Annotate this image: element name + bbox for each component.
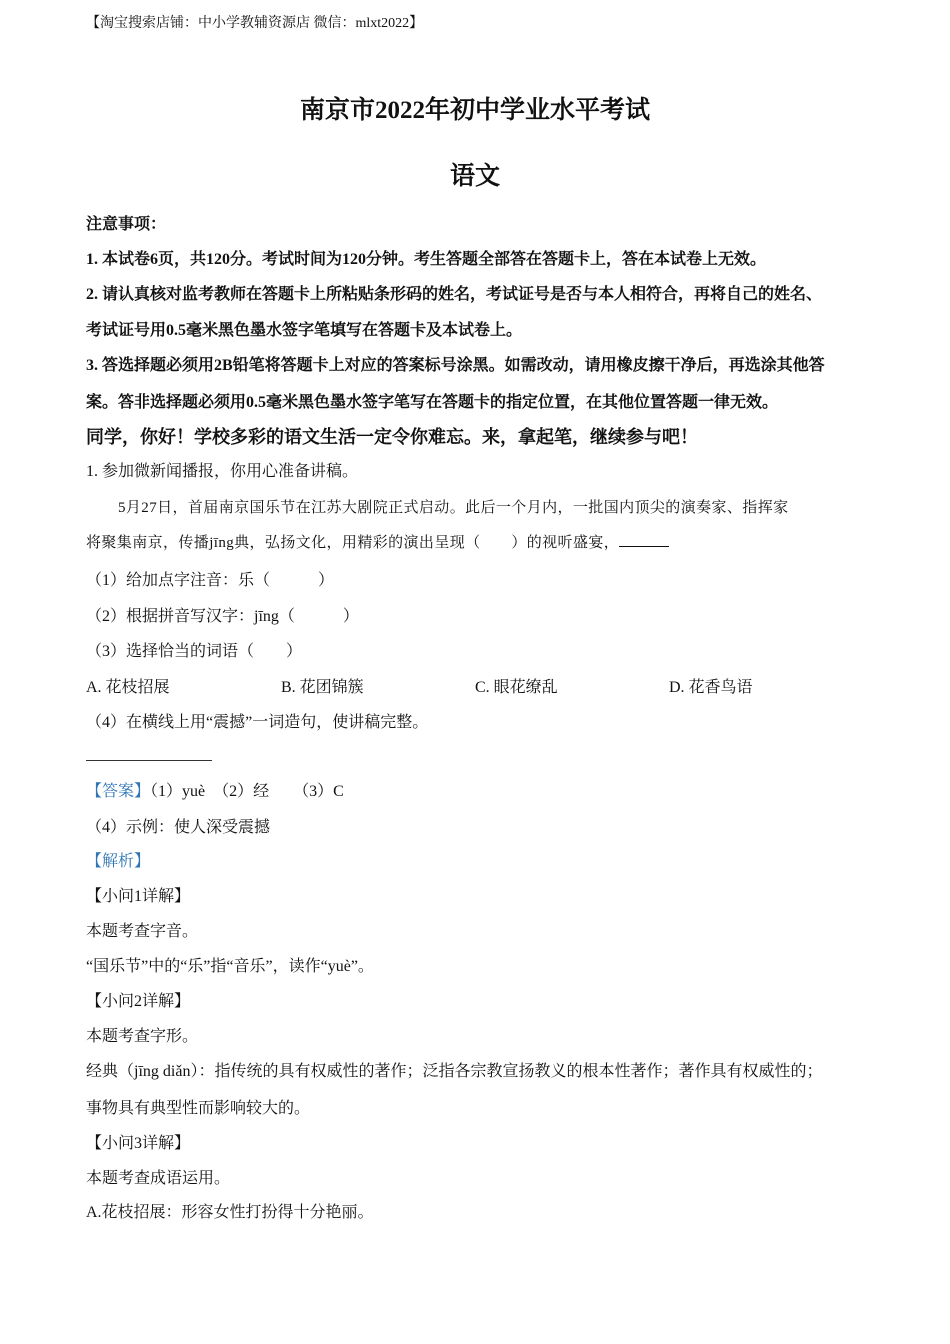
analysis-label: 【解析】	[86, 853, 151, 870]
option-a: A. 花枝招展	[86, 679, 170, 696]
q3-line-2: A.花枝招展：形容女性打扮得十分艳丽。	[86, 1204, 374, 1221]
answer-label: 【答案】	[86, 783, 151, 800]
header-note: 【淘宝搜索店铺：中小学教辅资源店 微信：mlxt2022】	[86, 16, 424, 31]
answer-blank	[619, 532, 669, 547]
notice-3-cont: 案。答非选择题必须用0.5毫米黑色墨水签字笔写在答题卡的指定位置，在其他位置答题一律无效。	[86, 394, 779, 411]
q2-heading: 【小问2详解】	[86, 993, 191, 1010]
passage-line-1: 5月27日，首届南京国乐节在江苏大剧院正式启动。此后一个月内，一批国内顶尖的演奏家、指挥家	[118, 500, 789, 516]
question-1-stem: 1. 参加微新闻播报，你用心准备讲稿。	[86, 463, 359, 480]
passage-line-2	[86, 531, 669, 552]
option-c: C. 眼花缭乱	[475, 679, 558, 696]
sub-question-4: （4）在横线上用“震撼”一词造句，使讲稿完整。	[86, 714, 429, 731]
subject-title: 语文	[449, 163, 500, 190]
option-b: B. 花团锦簇	[281, 679, 364, 696]
q1-heading: 【小问1详解】	[86, 888, 191, 905]
notice-1: 1. 本试卷6页，共120分。考试时间为120分钟。考生答题全部答在答题卡上，答在本试卷上无效。	[86, 251, 767, 268]
q3-line-1: 本题考查成语运用。	[86, 1170, 231, 1187]
sub-question-1: （1）给加点字注音：乐（ ）	[86, 572, 335, 589]
q3-heading: 【小问3详解】	[86, 1135, 191, 1152]
notice-2-cont: 考试证号用0.5毫米黑色墨水签字笔填写在答题卡及本试卷上。	[86, 322, 523, 339]
answer-line-2: （4）示例：使人深受震撼	[86, 819, 271, 836]
notice-2: 2. 请认真核对监考教师在答题卡上所粘贴条形码的姓名，考试证号是否与本人相符合，再将自己的姓名、	[86, 286, 823, 303]
notice-3: 3. 答选择题必须用2B铅笔将答题卡上对应的答案标号涂黑。如需改动，请用橡皮擦干净后，再选涂其他答	[86, 357, 825, 374]
q2-line-1: 本题考查字形。	[86, 1028, 199, 1045]
exam-title: 南京市2022年初中学业水平考试	[299, 97, 650, 124]
separator-line	[86, 760, 212, 761]
option-d: D. 花香鸟语	[669, 679, 753, 696]
passage-line-2-text: 将聚集南京，传播jīng典，弘扬文化，用精彩的演出呈现（ ）的视听盛宴，	[86, 535, 620, 551]
greeting: 同学，你好！学校多彩的语文生活一定令你难忘。来，拿起笔，继续参与吧！	[86, 427, 698, 447]
q1-line-1: 本题考查字音。	[86, 923, 199, 940]
q2-line-3: 事物具有典型性而影响较大的。	[86, 1100, 311, 1117]
q2-line-2: 经典（jīng diǎn）：指传统的具有权威性的著作；泛指各宗教宣扬教义的根本性著作；著作具有权威性的；	[86, 1063, 823, 1080]
notice-heading: 注意事项：	[86, 216, 167, 233]
q1-line-2: “国乐节”中的“乐”指“音乐”，读作“yuè”。	[86, 958, 374, 975]
sub-question-2: （2）根据拼音写汉字：jīng（ ）	[86, 608, 359, 625]
sub-question-3: （3）选择恰当的词语（ ）	[86, 643, 303, 660]
answer-line-1	[86, 778, 344, 801]
answer-text-1: （1）yuè （2）经 （3）C	[150, 783, 344, 800]
